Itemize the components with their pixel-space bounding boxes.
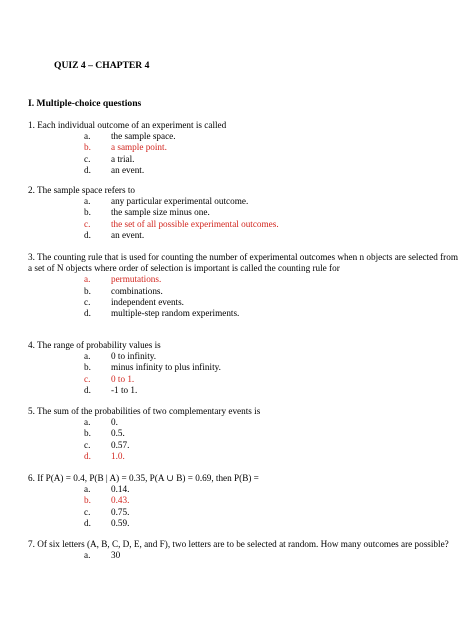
option-4c-correct [28,374,458,385]
option-letter: a. [84,196,91,207]
option-letter: c. [84,296,91,307]
option-4d [28,385,458,396]
question-text: 2. The sample space refers to [28,185,135,195]
section-heading: I. Multiple-choice questions [28,98,142,109]
option-5a [28,417,458,428]
option-3d [28,308,458,319]
option-5b [28,428,458,439]
option-letter: a. [84,131,91,142]
option-text: 0 to 1. [111,373,135,384]
question-text: 7. Of six letters (A, B, C, D, E, and F), two letters are to be selected at random. How many outcomes are possible? [28,539,449,549]
option-text: 0.59. [111,517,130,528]
option-7a [28,550,458,561]
option-6a [28,484,458,495]
option-text: the set of all possible experimental outcomes. [111,218,279,229]
question-text: 1. Each individual outcome of an experiment is called [28,120,227,130]
option-letter: d. [84,229,91,240]
option-4a [28,351,458,362]
option-text: permutations. [111,274,162,285]
option-3c [28,297,458,308]
option-5c [28,440,458,451]
option-letter: a. [84,550,91,561]
option-1c [28,154,458,165]
option-text: a sample point. [111,142,167,153]
option-letter: d. [84,517,91,528]
option-text: 0.5. [111,428,125,439]
option-text: 0.57. [111,439,130,450]
option-2b [28,207,458,218]
question-text: 5. The sum of the probabilities of two complementary events is [28,406,261,416]
quiz-title: QUIZ 4 – CHAPTER 4 [54,60,150,71]
question-text: 4. The range of probability values is [28,340,161,350]
option-letter: a. [84,417,91,428]
option-4b [28,362,458,373]
option-letter: a. [84,484,91,495]
option-text: any particular experimental outcome. [111,196,249,207]
option-letter: b. [84,207,91,218]
option-6d [28,518,458,529]
option-letter: c. [84,373,91,384]
option-letter: d. [84,384,91,395]
question-3 [28,252,458,319]
option-letter: c. [84,439,91,450]
option-letter: a. [84,274,91,285]
option-letter: d. [84,307,91,318]
option-letter: a. [84,351,91,362]
option-text: 0.75. [111,506,130,517]
option-letter: b. [84,428,91,439]
option-text: 0 to infinity. [111,351,157,362]
option-text: 0.43. [111,495,130,506]
option-2c-correct [28,219,458,230]
option-text: 1.0. [111,450,125,461]
question-6 [28,473,458,529]
option-text: minus infinity to plus infinity. [111,362,221,373]
option-text: 0.14. [111,484,130,495]
option-6b-correct [28,495,458,506]
option-2a [28,196,458,207]
option-text: multiple-step random experiments. [111,307,240,318]
option-letter: b. [84,495,91,506]
question-2 [28,185,458,241]
question-text: 6. If P(A) = 0.4, P(B | A) = 0.35, P(A ∪ B) = 0.69, then P(B) = [28,473,259,483]
option-2d [28,230,458,241]
option-letter: b. [84,285,91,296]
question-5 [28,406,458,462]
option-text: 0. [111,417,118,428]
option-1d [28,165,458,176]
question-7 [28,539,458,561]
option-text: 30 [111,550,121,561]
option-text: a trial. [111,153,135,164]
option-letter: c. [84,218,91,229]
option-1a [28,131,458,142]
option-text: -1 to 1. [111,384,138,395]
option-text: an event. [111,164,145,175]
question-text: 3. The counting rule that is used for counting the number of experimental outcomes when n objects are selected from a set of N objects where order of selection is important is called the counting rule for [28,252,458,274]
option-letter: c. [84,153,91,164]
option-text: the sample space. [111,131,176,142]
question-1 [28,120,458,176]
option-text: an event. [111,229,145,240]
option-3a-correct [28,274,458,285]
option-5d-correct [28,451,458,462]
option-letter: c. [84,506,91,517]
option-1b-correct [28,142,458,153]
option-text: independent events. [111,296,184,307]
question-4 [28,340,458,396]
option-letter: b. [84,142,91,153]
option-text: combinations. [111,285,163,296]
option-letter: b. [84,362,91,373]
option-letter: d. [84,450,91,461]
option-text: the sample size minus one. [111,207,210,218]
option-letter: d. [84,164,91,175]
option-6c [28,507,458,518]
option-3b [28,286,458,297]
